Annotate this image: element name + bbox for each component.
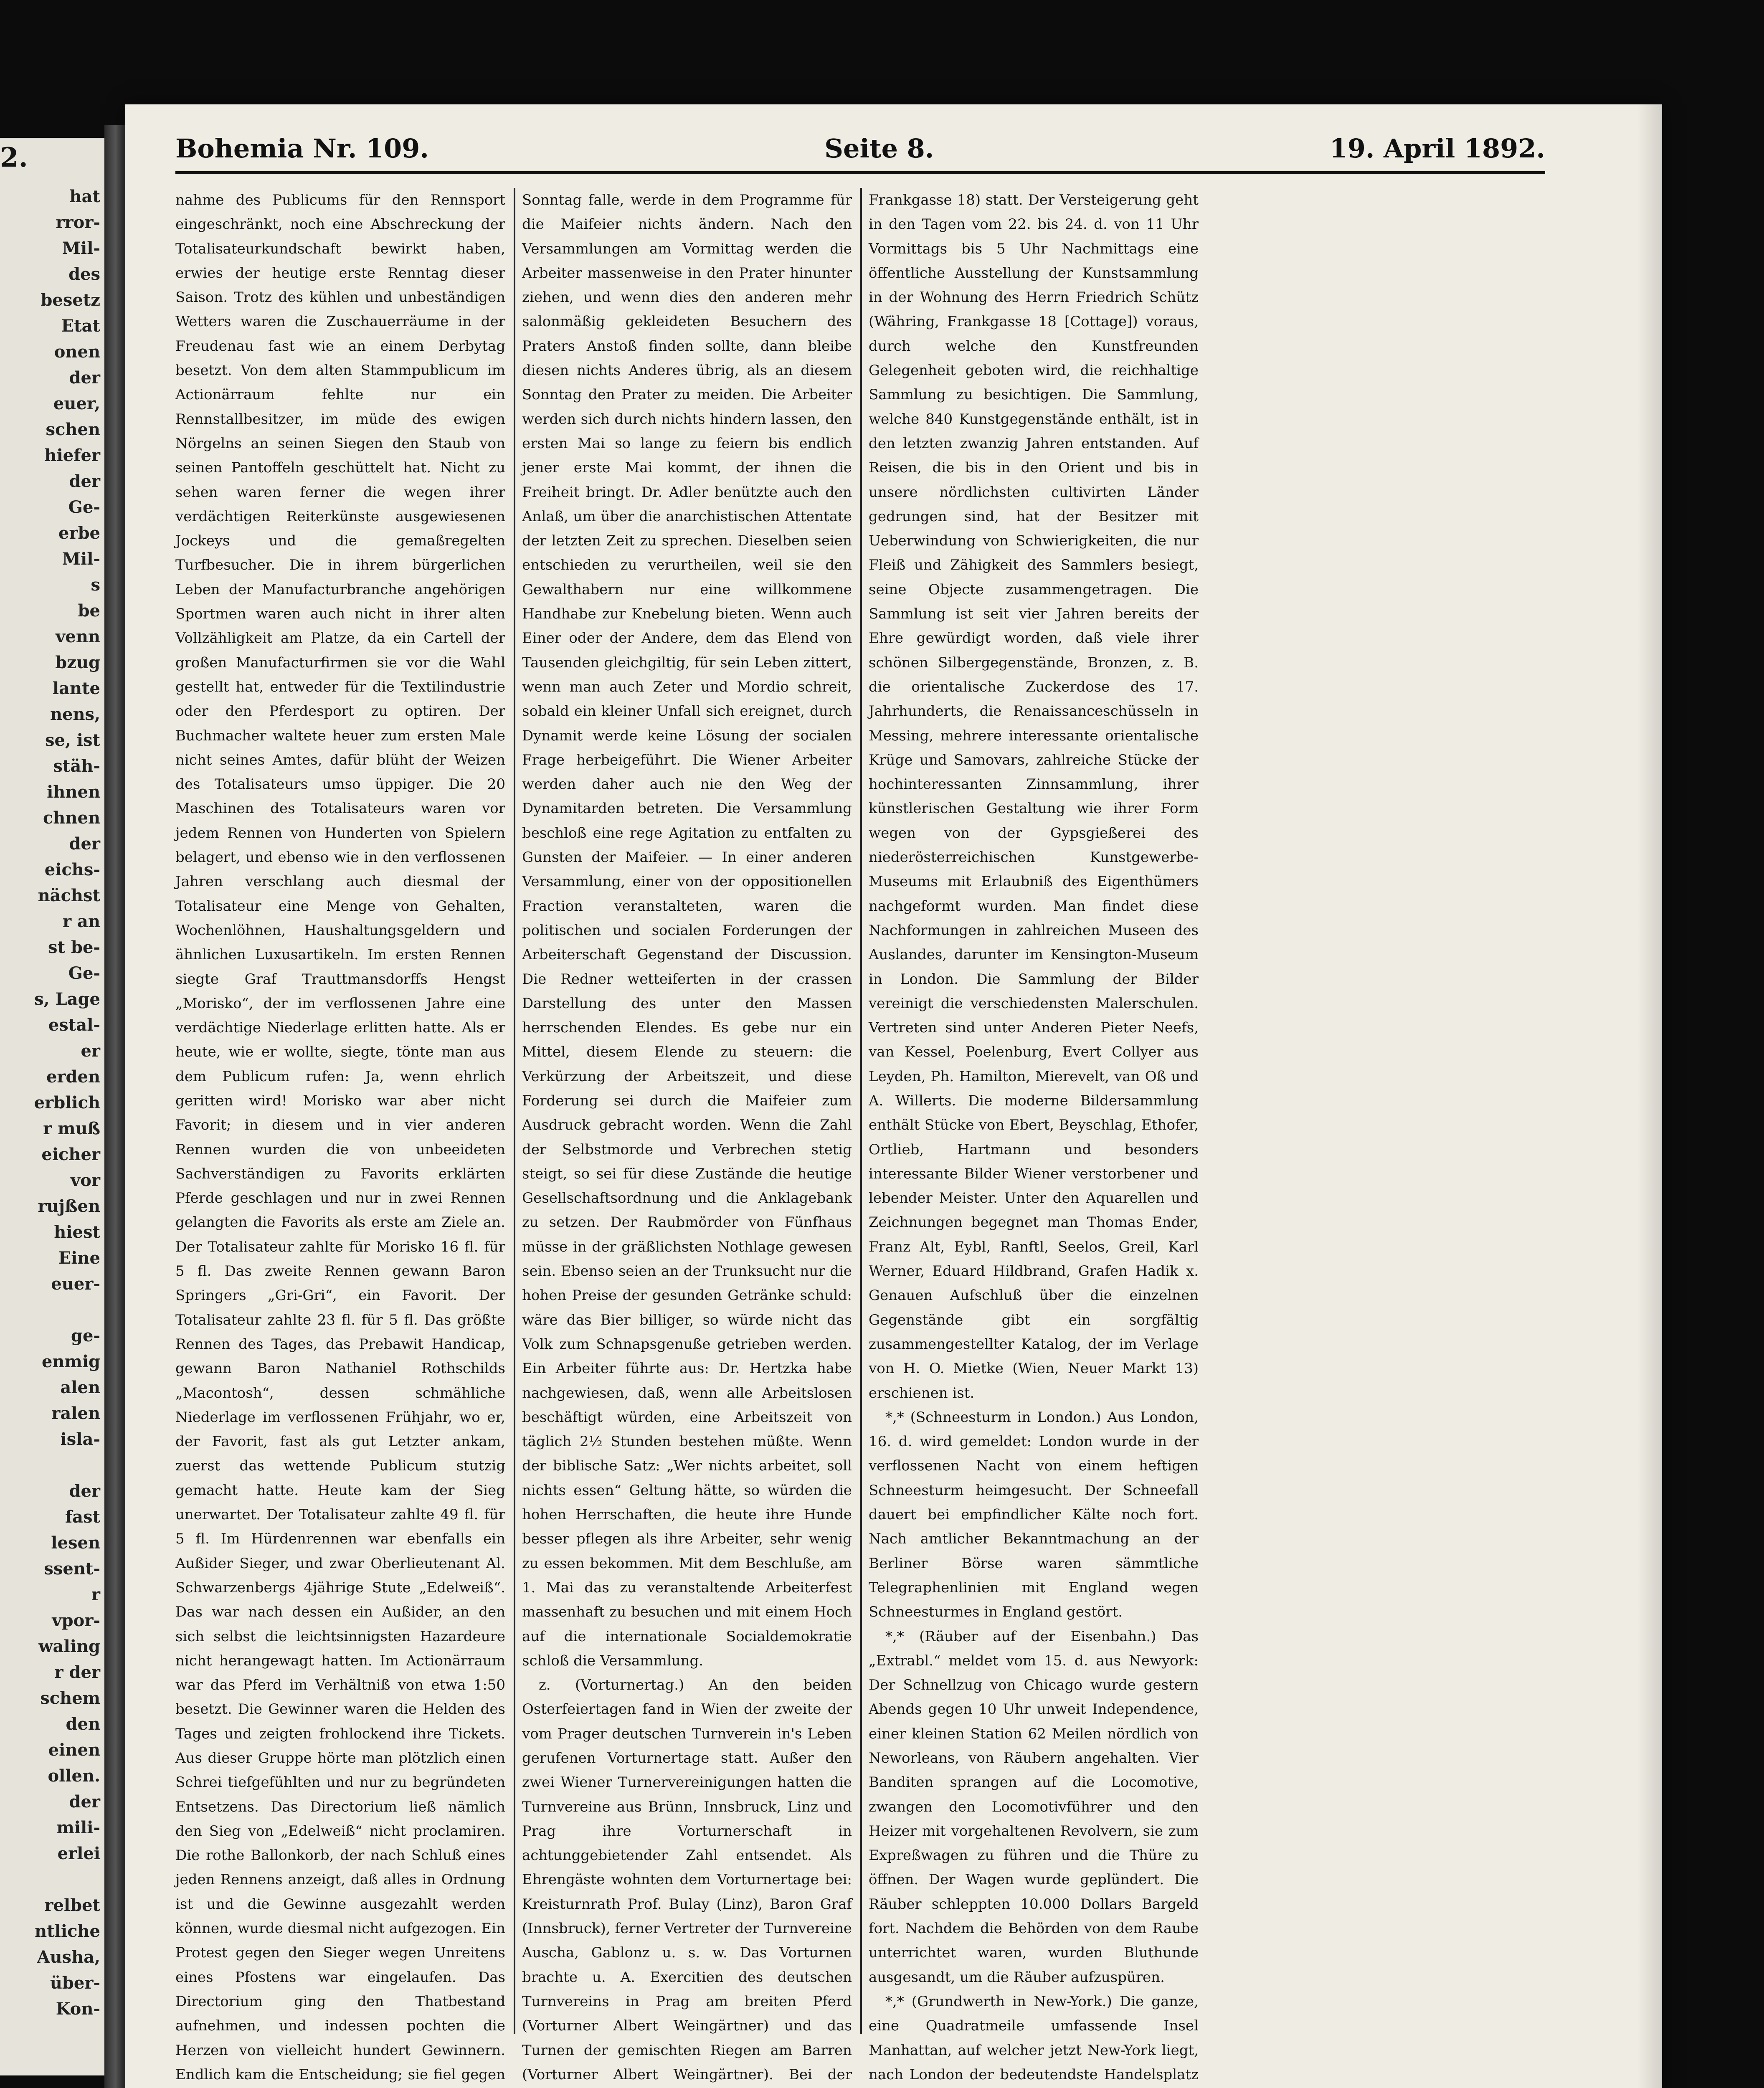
issue-date: 19. April 1892. — [1329, 133, 1545, 164]
column-2 — [522, 188, 852, 2083]
article-rennsport-continued: nahme des Publicums für den Rennsport eingeschränkt, noch eine Abschreckung der Totalisateurkundschaft bewirkt haben, erwies der heutige erste Renntag dieser Saison. Trotz des kühlen und unbeständigen Wetters waren die Zuschauerräume in der Freudenau fast wie an einem Derbytag besetzt. Von dem alten Stammpublicum im Actionärraum fehlte nur ein Rennstallbesitzer, im müde des ewigen Nörgelns an seinen Siegen den Staub von seinen Pantoffeln geschüttelt hat. Nicht zu sehen waren ferner die wegen ihrer verdächtigen Reiterkünste ausgewiesenen Jockeys und die gemaßregelten Turfbesucher. Die in ihrem bürgerlichen Leben der Manufacturbranche angehörigen Sportmen waren auch nicht in ihrer alten Vollzähligkeit am Platze, da ein Cartell der großen Manufacturfirmen sie vor die Wahl gestellt hat, entweder für die Textilindustrie oder den Pferdesport zu optiren. Der Buchmacher waltete heuer zum ersten Male nicht seines Amtes, dafür blüht der Weizen des Totalisateurs umso üppiger. Die 20 Maschinen des Totalisateurs waren vor jedem Rennen von Hunderten von Spielern belagert, und ebenso wie in den verflossenen Jahren verschlang auch diesmal der Totalisateur eine Menge von Gehalten, Wochenlöhnen, Haushaltungsgeldern und ähnlichen Luxusartikeln. Im ersten Rennen siegte Graf Trauttmansdorffs Hengst „Morisko“, der im verflossenen Jahre eine verdächtige Niederlage erlitten hatte. Als er heute, wie er wollte, siegte, tönte man aus dem Publicum rufen: Ja, wenn ehrlich geritten wird! Morisko war aber nicht Favorit; in diesem und in vier anderen Rennen wurden die von unbeeideten Sachverständigen zu Favorits erklärten Pferde geschlagen und nur in zwei Rennen gelangten die Favorits als erste am Ziele an. Der Totalisateur zahlte für Morisko 16 fl. für 5 fl. Das zweite Rennen gewann Baron Springers „Gri-Gri“, ein Favorit. Der Totalisateur zahlte 23 fl. für 5 fl. Das größte Rennen des Tages, das Prebawit Handicap, gewann Baron Nathaniel Rothschilds „Macontosh“, dessen schmähliche Niederlage im verflossenen Frühjahr, wo er, der Favorit, fast als gut Letzter ankam, zuerst das wettende Publicum stutzig gemacht hatte. Heute kam der Sieg unerwartet. Der Totalisateur zahlte 49 fl. für 5 fl. Im Hürdenrennen war ebenfalls ein Außider Sieger, und zwar Oberlieutenant Al. Schwarzenbergs 4jährige Stute „Edelweiß“. Das war nach dessen ein Außider, an den sich selbst die leichtsinnigsten Hazardeure nicht herangewagt hatten. Im Actionärraum war das Pferd im Verhältniß von etwa 1:50 besetzt. Die Gewinner waren die Helden des Tages und zeigten frohlockend ihre Tickets. Aus dieser Gruppe hörte man plötzlich einen Schrei tiefgefühlten und nur zu begründeten Entsetzens. Das Directorium ließ nämlich den Sieg von „Edelweiß“ nicht proclamiren. Die rothe Ballonkorb, der nach Schluß eines jeden Rennens anzeigt, daß alles in Ordnung ist und die Gewinne ausgezahlt werden können, wurde diesmal nicht aufgezogen. Ein Protest gegen den Sieger wegen Unreitens eines Pfostens war eingelaufen. Das Directorium ging den Thatbestand aufnehmen, und indessen pochten die Herzen von vielleicht hundert Gewinnern. Endlich kam die Entscheidung; sie fiel gegen — [175, 192, 505, 2083]
article-schneesturm-london: *,* (Schneesturm in London.) Aus London, 16. d. wird gemeldet: London wurde in der verflossenen Nacht von einem heftigen Schneesturm heimgesucht. Der Schneefall dauert bei empfindlicher Kälte noch fort. Nach amtlicher Bekanntmachung an der Berliner Börse waren sämmtliche Telegraphenlinien mit England wegen Schneesturmes in England gestört. — [869, 1409, 1199, 1621]
article-grundwerth-new-york: *,* (Grundwerth in New-York.) Die ganze, eine Quadratmeile umfassende Insel Manhattan, auf welcher jetzt New-York liegt, nach London der bedeutendste Handelsplatz — [869, 1993, 1199, 2083]
column-divider — [860, 188, 862, 2034]
article-vorturnertag: z. (Vorturnertag.) An den beiden Osterfeiertagen fand in Wien der zweite der vom Prager deutschen Turnverein in's Leben gerufenen Vorturnertage statt. Außer den zwei Wiener Turnervereinigungen hatten die Turnvereine aus Brünn, Innsbruck, Linz und Prag ihre Vorturnerschaft in achtunggebietender Zahl entsendet. Als Ehrengäste wohnten dem Vorturnertage bei: Kreisturnrath Prof. Bulay (Linz), Baron Graf (Innsbruck), ferner Vertreter der Turnvereine Auscha, Gablonz u. s. w. Das Vorturnen brachte u. A. Exercitien des deutschen Turnvereins in Prag am breiten Pferd (Vorturner Albert Weingärtner) und das Turnen der gemischten Riegen am Barren (Vorturner Albert Weingärtner). Bei der — [522, 1677, 852, 2083]
header-rule — [175, 171, 1545, 174]
column-1 — [175, 188, 505, 2083]
article-kundgebungen-continued: Sonntag falle, werde in dem Programme für die Maifeier nichts ändern. Nach den Versammlungen am Vormittag werden die Arbeiter massenweise in den Prater hinunter ziehen, und wenn dies den anderen mehr salonmäßig gekleideten Besuchern des Praters Anstoß finden sollte, dann bleibe diesen nichts Anderes übrig, als an diesem Sonntag den Prater zu meiden. Die Arbeiter werden sich durch nichts hindern lassen, den ersten Mai so lange zu feiern bis endlich jener erste Mai kommt, der ihnen die Freiheit bringt. Dr. Adler benützte auch den Anlaß, um über die anarchistischen Attentate der letzten Zeit zu sprechen. Dieselben seien entschieden zu verurtheilen, weil sie den Gewalthabern nur eine willkommene Handhabe zur Knebelung bieten. Wenn auch Einer oder der Andere, dem das Elend von Tausenden gleichgiltig, für sein Leben zittert, wenn man auch Zeter und Mordio schreit, sobald ein kleiner Unfall sich ereignet, durch Dynamit werde keine Lösung der socialen Frage herbeigeführt. Die Wiener Arbeiter werden daher auch nie den Weg der Dynamitarden betreten. Die Versammlung beschloß eine rege Agitation zu entfalten zu Gunsten der Maifeier. — In einer anderen Versammlung, einer von der oppositionellen Fraction veranstalteten, waren die politischen und socialen Forderungen der Arbeiterschaft Gegenstand der Discussion. Die Redner wetteiferten in der crassen Darstellung des unter den Massen herrschenden Elendes. Es gebe nur ein Mittel, diesem Elende zu steuern: die Verkürzung der Arbeitszeit, und diese Forderung sei durch die Maifeier zum Ausdruck gebracht worden. Wenn die Zahl der Selbstmorde und Verbrechen stetig steigt, so sei für diese Zustände die heutige Gesellschaftsordnung und die Anklagebank zu setzen. Der Raubmörder von Fünfhaus müsse in der gräßlichsten Nothlage gewesen sein. Ebenso seien an der Trunksucht nur die hohen Preise der gesunden Getränke schuld: wäre das Bier billiger, so würde nicht das Volk zum Schnapsgenuße getrieben werden. Ein Arbeiter führte aus: Dr. Hertzka habe nachgewiesen, daß, wenn alle Arbeitslosen beschäftigt würden, eine Arbeitszeit von täglich 2½ Stunden bestehen müßte. Wenn der biblische Satz: „Wer nichts arbeitet, soll nichts essen“ Geltung hätte, so würden die hohen Herrschaften, die heute ihre Hunde besser pflegen als ihre Arbeiter, sehr wenig zu essen bekommen. Mit dem Beschluße, am 1. Mai das zu veranstaltende Arbeiterfest massenhaft zu besuchen und mit einem Hoch auf die internationale Socialdemokratie schloß die Versammlung. — [522, 192, 852, 1669]
article-raeuber-eisenbahn: *,* (Räuber auf der Eisenbahn.) Das „Extrabl.“ meldet vom 15. d. aus Newyork: Der Schnellzug von Chicago wurde gestern Abends gegen 10 Uhr unweit Independence, einer kleinen Station 62 Meilen nördlich von Neworleans, von Räubern angehalten. Vier Banditen sprangen auf die Locomotive, zwangen den Locomotivführer und den Heizer mit vorgehaltenen Revolvern, sie zum Expreßwagen zu führen und die Thüre zu öffnen. Der Wagen wurde geplündert. Die Räuber schleppten 10.000 Dollars Bargeld fort. Nachdem die Behörden von dem Raube unterrichtet waren, wurden Bluthunde ausgesandt, um die Räuber aufzuspüren. — [869, 1628, 1199, 1986]
page-number: Seite 8. — [824, 133, 934, 164]
masthead-issue: Bohemia Nr. 109. — [175, 133, 429, 164]
column-3 — [869, 188, 1199, 2083]
previous-page-strip — [0, 138, 104, 2075]
page-edge-shadow — [1637, 104, 1662, 2088]
column-divider — [514, 188, 515, 2034]
previous-page-number: 2. — [0, 142, 28, 173]
article-friedrich-schuetz-continued: Frankgasse 18) statt. Der Versteigerung geht in den Tagen vom 22. bis 24. d. von 11 Uhr Vormittags bis 5 Uhr Nachmittags eine öffentliche Ausstellung der Kunstsammlung in der Wohnung des Herrn Friedrich Schütz (Währing, Frankgasse 18 [Cottage]) voraus, durch welche den Kunstfreunden Gelegenheit geboten wird, die reichhaltige Sammlung zu besichtigen. Die Sammlung, welche 840 Kunstgegenstände enthält, ist in den letzten zwanzig Jahren entstanden. Auf Reisen, die bis in den Orient und bis in unsere nördlichsten cultivirten Länder gedrungen sind, hat der Besitzer mit Ueberwindung von Schwierigkeiten, die nur Fleiß und Zähigkeit des Sammlers besiegt, seine Objecte zusammengetragen. Die Sammlung ist seit vier Jahren bereits der Ehre gewürdigt worden, daß viele ihrer schönen Silbergegenstände, Bronzen, z. B. die orientalische Zuckerdose des 17. Jahrhunderts, die Renaissanceschüsseln in Messing, mehrere interessante orientalische Krüge und Samovars, zahlreiche Stücke der hochinteressanten Zinnsammlung, ihrer künstlerischen Gestaltung wie ihrer Form wegen von der Gypsgießerei des niederösterreichischen Kunstgewerbe-Museums mit Erlaubniß des Eigenthümers nachgeformt wurden. Man findet diese Nachformungen in zahlreichen Museen des Auslandes, darunter im Kensington-Museum in London. Die Sammlung der Bilder vereinigt die verschiedensten Malerschulen. Vertreten sind unter Anderen Pieter Neefs, van Kessel, Poelenburg, Evert Collyer aus Leyden, Ph. Hamilton, Mierevelt, van Oß und A. Willerts. Die moderne Bildersammlung enthält Stücke von Ebert, Beyschlag, Ethofer, Ortlieb, Hartmann und besonders interessante Bilder Wiener verstorbener und lebender Meister. Unter den Aquarellen und Zeichnungen begegnet man Thomas Ender, Franz Alt, Eybl, Ranftl, Seelos, Greil, Karl Werner, Eduard Hildbrand, Grafen Hadik x. Genauen Aufschluß über die einzelnen Gegenstände gibt ein sorgfältig zusammengestellter Katalog, der im Verlage von H. O. Mietke (Wien, Neuer Markt 13) erschienen ist. — [869, 192, 1199, 1401]
newspaper-page — [125, 104, 1662, 2088]
page-header — [175, 129, 1545, 167]
previous-page-text-fragments: hat rror- Mil- des besetz Etat onen der euer, schen hiefer der Ge- erbe Mil- s be venn bzug lante nens, se, ist stäh- ihnen chnen der eichs- nächst r an st be- Ge- s, Lage estal- er erden erblich r muß eicher vor rujßen hiest Eine euer- ge- enmig alen ralen isla- der fast lesen ssent- r vpor- waling r der schem den einen ollen. der mili- erlei relbet ntliche Ausha, über- Kon- — [34, 187, 100, 2019]
